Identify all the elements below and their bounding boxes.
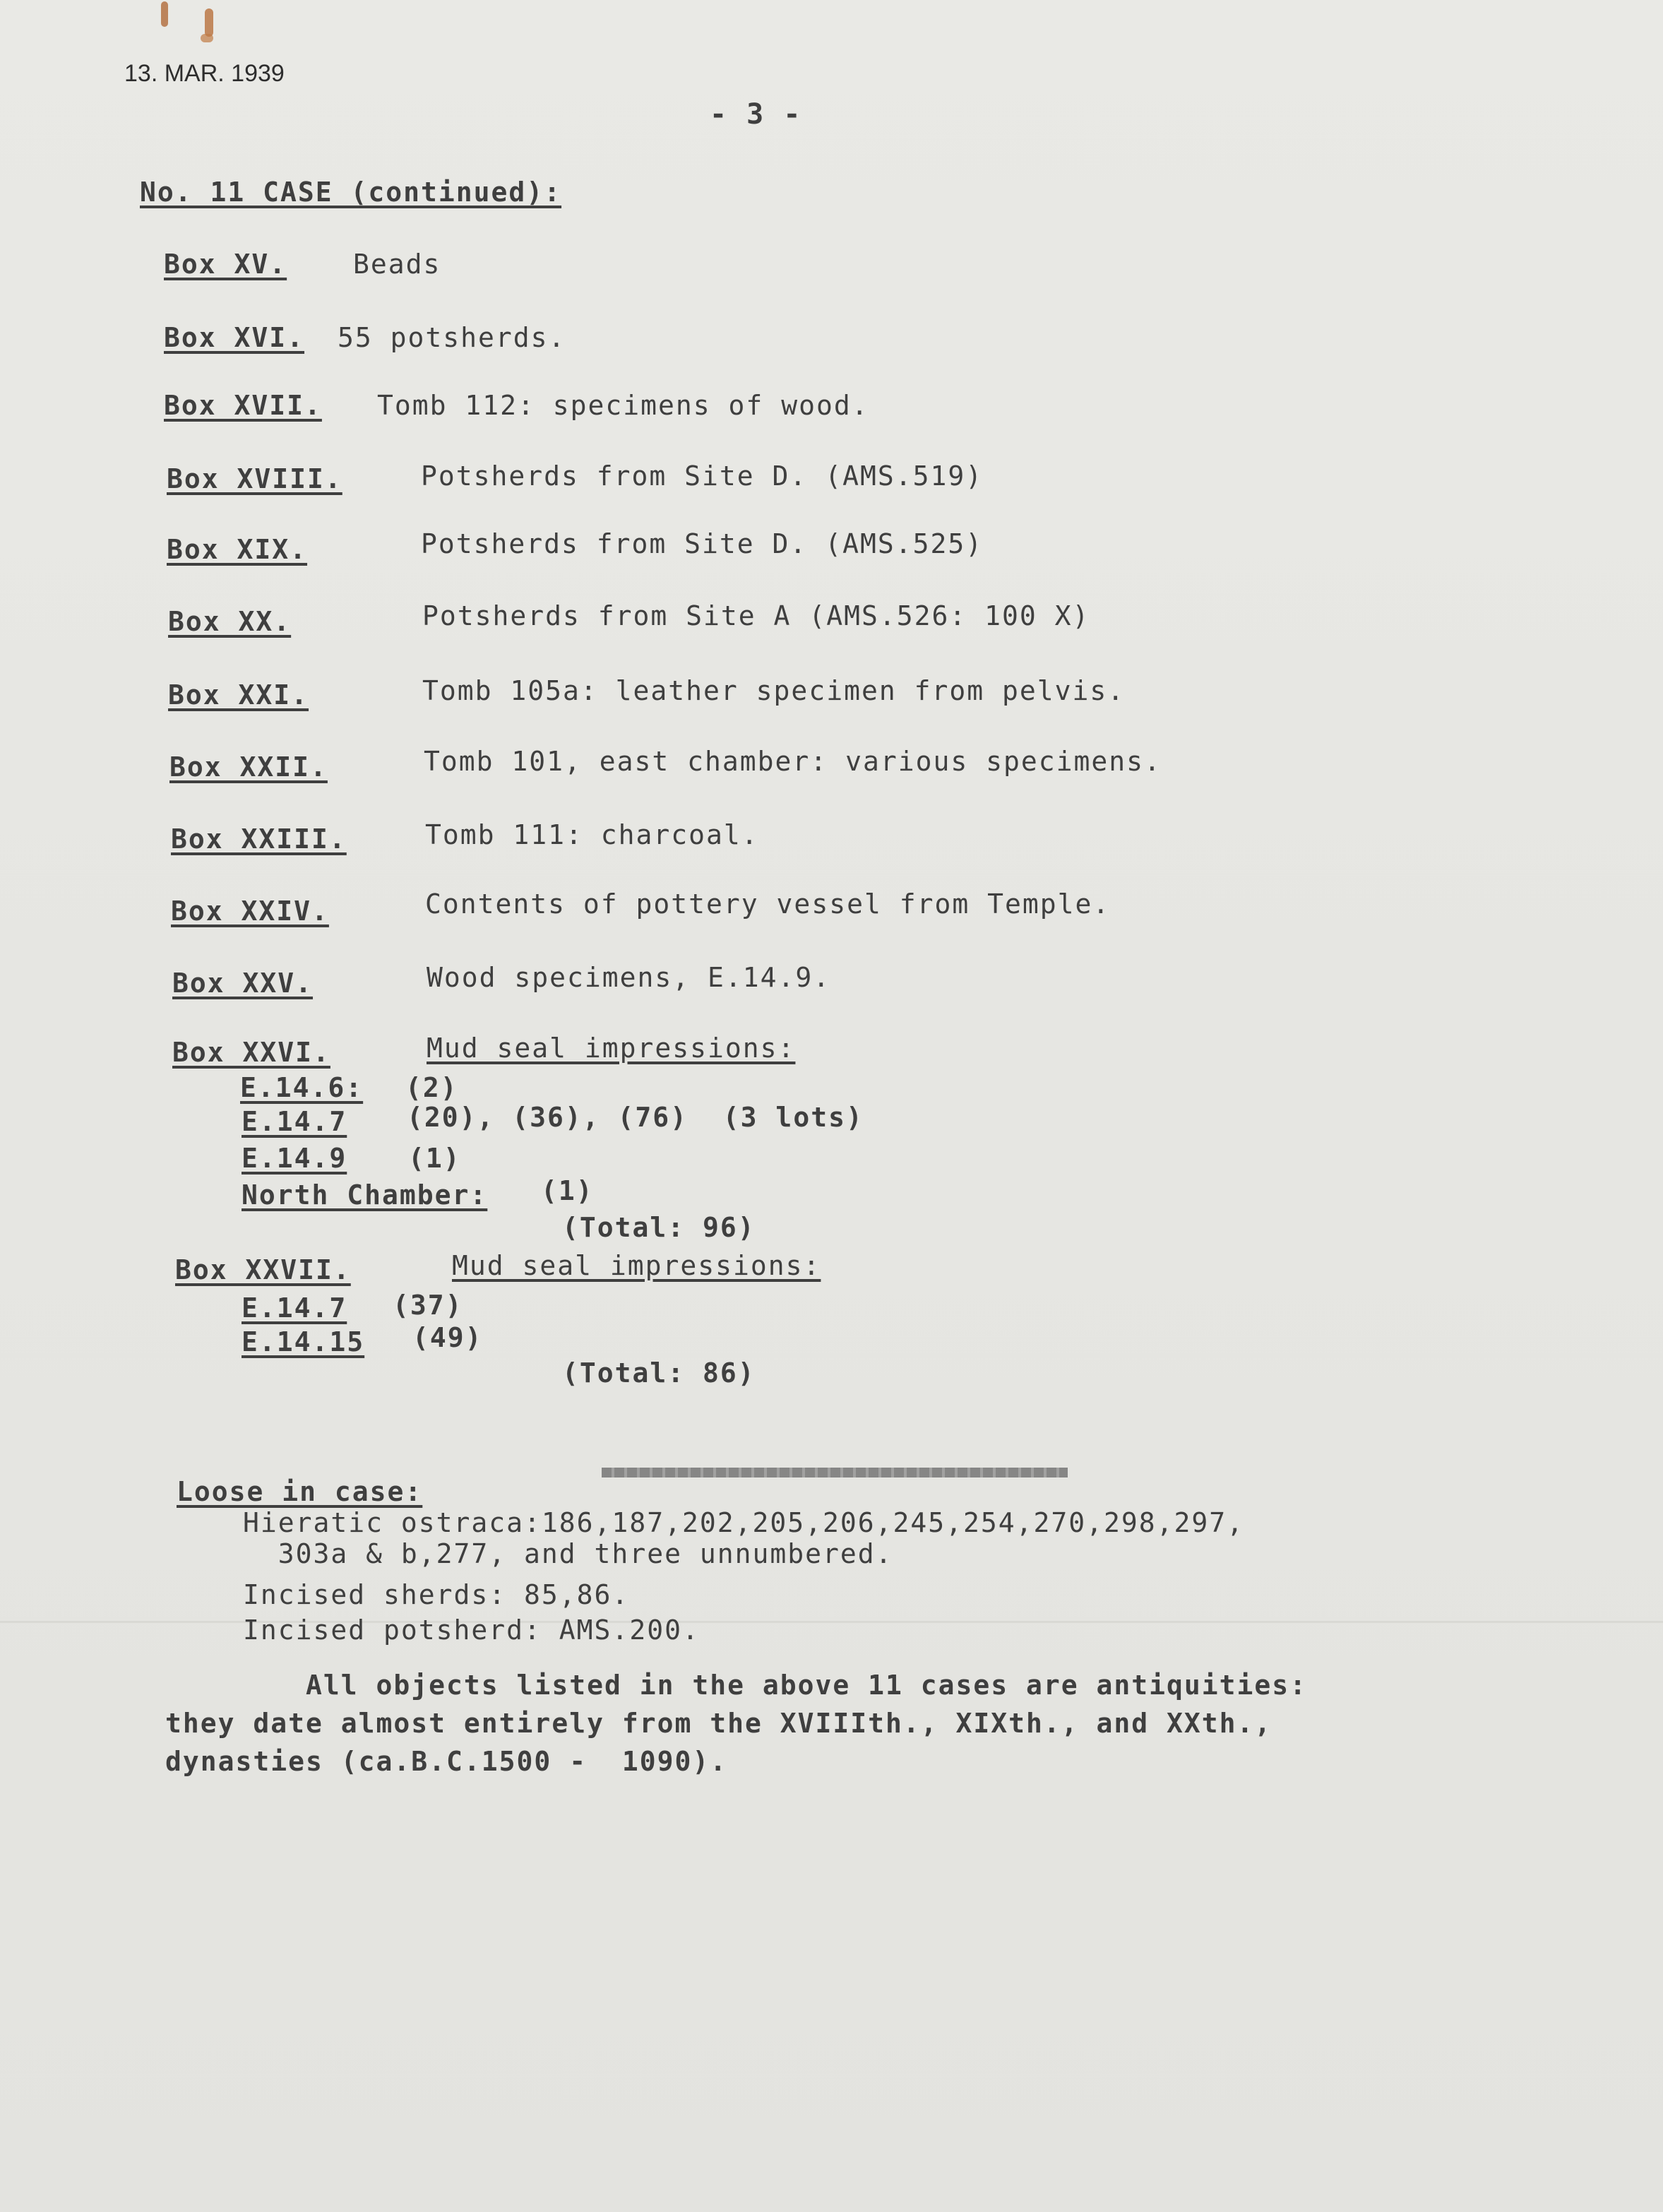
- separator-rule: [602, 1468, 1068, 1477]
- box-total: (Total: 86): [562, 1357, 756, 1389]
- box-label: Box XXII.: [169, 751, 328, 783]
- page-number: - 3 -: [710, 98, 802, 131]
- box-label: Box XXIII.: [171, 823, 347, 855]
- box-label: Box XXI.: [168, 679, 309, 710]
- loose-line: Incised sherds: 85,86.: [243, 1579, 630, 1610]
- box-label: Box XXIV.: [171, 896, 329, 927]
- stain-mark: [201, 34, 213, 42]
- stain-mark: [161, 1, 168, 27]
- box-total: (Total: 96): [562, 1212, 756, 1243]
- case-heading: No. 11 CASE (continued):: [140, 177, 562, 208]
- box-description: Wood specimens, E.14.9.: [427, 962, 831, 993]
- box-label: Box XXVII.: [175, 1254, 351, 1285]
- sub-item-label: E.14.6:: [240, 1072, 364, 1103]
- box-label: Box XVI.: [164, 322, 305, 353]
- box-description: Tomb 112: specimens of wood.: [377, 390, 869, 421]
- closing-line: dynasties (ca.B.C.1500 - 1090).: [165, 1746, 728, 1777]
- box-label: Box XX.: [168, 606, 292, 637]
- loose-heading: Loose in case:: [177, 1476, 423, 1507]
- box-description: Potsherds from Site A (AMS.526: 100 X): [422, 600, 1090, 631]
- box-description: Tomb 105a: leather specimen from pelvis.: [422, 675, 1126, 706]
- sub-item-count: (1): [408, 1143, 461, 1174]
- box-description: Potsherds from Site D. (AMS.519): [421, 460, 984, 492]
- sub-item-label: North Chamber:: [242, 1179, 488, 1211]
- box-description: 55 potsherds.: [338, 322, 566, 353]
- date-stamp: 13. MAR. 1939: [124, 60, 285, 87]
- box-description: Beads: [353, 249, 441, 280]
- sub-item-label: E.14.7: [242, 1292, 347, 1324]
- closing-line: All objects listed in the above 11 cases are antiquities:: [165, 1670, 1308, 1701]
- box-label: Box XXVI.: [172, 1037, 330, 1068]
- box-label: Box XIX.: [167, 534, 308, 565]
- sub-item-label: E.14.9: [242, 1143, 347, 1174]
- sub-item-label: E.14.15: [242, 1326, 365, 1357]
- sub-item-count: (49): [412, 1322, 483, 1353]
- box-label: Box XXV.: [172, 968, 314, 999]
- loose-line: Incised potsherd: AMS.200.: [243, 1615, 700, 1646]
- box-description: Potsherds from Site D. (AMS.525): [421, 528, 984, 559]
- box-description: Tomb 111: charcoal.: [425, 819, 759, 850]
- box-label: Box XVIII.: [167, 463, 342, 494]
- box-description: Mud seal impressions:: [427, 1033, 796, 1064]
- box-label: Box XV.: [164, 249, 287, 280]
- loose-line: 303a & b,277, and three unnumbered.: [243, 1538, 893, 1569]
- sub-item-count: (2): [405, 1072, 458, 1103]
- box-label: Box XVII.: [164, 390, 322, 421]
- loose-line: Hieratic ostraca:186,187,202,205,206,245,254,270,298,297,: [243, 1507, 1245, 1538]
- box-description: Mud seal impressions:: [452, 1250, 821, 1281]
- box-description: Tomb 101, east chamber: various specimens.: [424, 746, 1162, 777]
- sub-item-count: (37): [393, 1290, 463, 1321]
- closing-line: they date almost entirely from the XVIIIth., XIXth., and XXth.,: [165, 1708, 1272, 1739]
- sub-item-count: (1): [541, 1175, 594, 1206]
- stain-mark: [205, 8, 213, 37]
- box-description: Contents of pottery vessel from Temple.: [425, 888, 1111, 920]
- sub-item-count: (20), (36), (76) (3 lots): [407, 1102, 864, 1133]
- rust-stain: [157, 0, 220, 49]
- sub-item-label: E.14.7: [242, 1106, 347, 1137]
